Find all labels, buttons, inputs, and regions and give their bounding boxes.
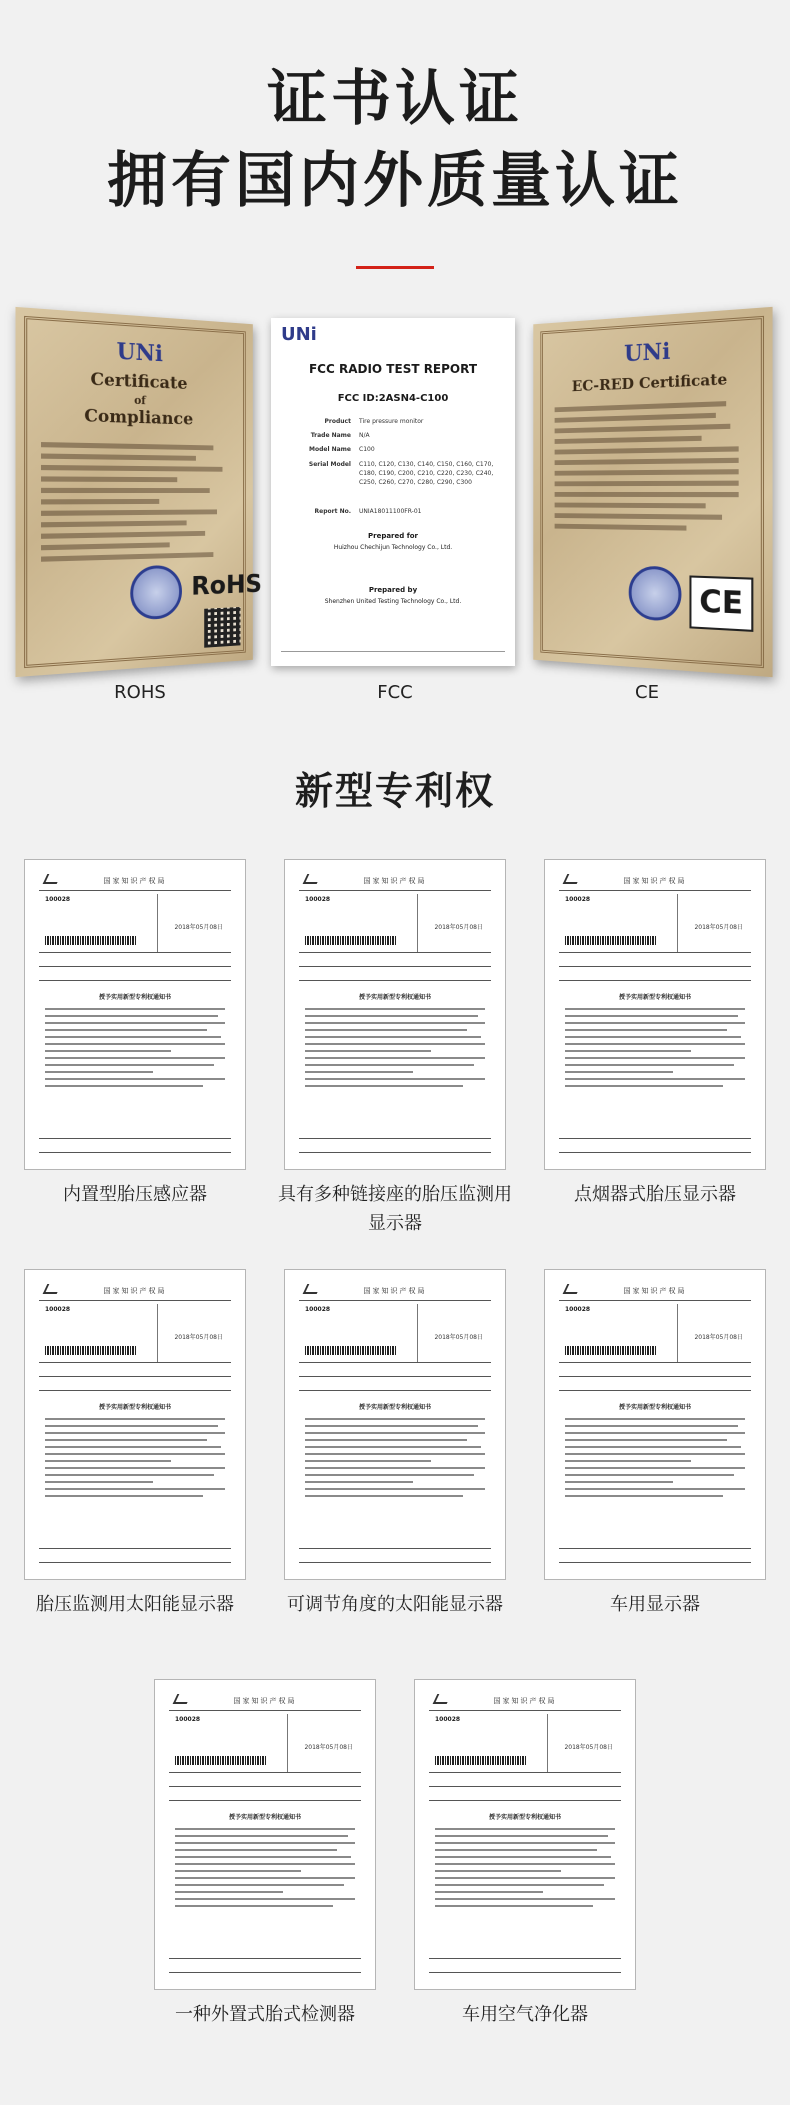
patent-doc-number: 100028 (305, 1306, 331, 1313)
patent-doc-text (305, 1008, 485, 1092)
patent-doc-header: 国家知识产权局 (363, 877, 427, 885)
patent-doc-date: 2018年05月08日 (434, 924, 483, 931)
certificate-text (41, 442, 231, 568)
patent-doc-number: 100028 (565, 896, 591, 903)
patent-label: 一种外置式胎式检测器 (175, 2004, 355, 2025)
patent-doc-subtitle: 授予实用新型专利权通知书 (618, 1404, 691, 1411)
certificate-logo: UNi (116, 338, 163, 368)
patent-label: 点烟器式胎压显示器 (574, 1184, 736, 1205)
patent-certificate-image (544, 1269, 766, 1580)
certificate-label-rohs: ROHS (114, 682, 166, 703)
patent-label: 胎压监测用太阳能显示器 (36, 1594, 234, 1615)
patent-doc-subtitle: 授予实用新型专利权通知书 (488, 1814, 561, 1821)
patent-doc-text (175, 1828, 355, 1912)
ce-mark: CE (689, 575, 753, 631)
patent-doc-header: 国家知识产权局 (103, 1287, 167, 1295)
patent-certificate-image (414, 1679, 636, 1990)
barcode-icon (565, 936, 657, 945)
header (0, 58, 790, 222)
barcode-icon (305, 1346, 397, 1355)
patent-doc-subtitle: 授予实用新型专利权通知书 (228, 1814, 301, 1821)
patent-doc-number: 100028 (565, 1306, 591, 1313)
page-subtitle: 拥有国内外质量认证 (107, 146, 683, 216)
patent-doc-date: 2018年05月08日 (434, 1334, 483, 1341)
patent-label: 内置型胎压感应器 (63, 1184, 207, 1205)
patent-doc-header: 国家知识产权局 (493, 1697, 557, 1705)
patent-doc-text (305, 1418, 485, 1502)
patent-doc-subtitle: 授予实用新型专利权通知书 (618, 994, 691, 1001)
certificate-label-fcc: FCC (377, 682, 413, 703)
page-title: 证书认证 (267, 64, 523, 134)
barcode-icon (175, 1756, 267, 1765)
certificate-logo: UNi (624, 338, 671, 368)
certificate-heading-of: of (134, 393, 146, 408)
patent-doc-subtitle: 授予实用新型专利权通知书 (358, 994, 431, 1001)
certificate-label-ce: CE (635, 682, 659, 703)
report-row: Product Tire pressure monitor (324, 418, 424, 425)
report-logo: UNi (281, 324, 317, 345)
patent-label: 可调节角度的太阳能显示器 (287, 1594, 503, 1615)
report-row: Model Name C100 (309, 446, 375, 453)
prepared-by-value: Shenzhen United Testing Technology Co., Ltd. (324, 598, 462, 605)
prepared-for-label: Prepared for (367, 532, 419, 540)
patent-doc-number: 100028 (45, 896, 71, 903)
title-divider (356, 266, 434, 269)
barcode-icon (565, 1346, 657, 1355)
report-row: Trade Name N/A (310, 432, 370, 439)
fcc-report-image (271, 318, 515, 666)
certificate-heading: EC-RED Certificate (571, 370, 728, 396)
prepared-for-value: Huizhou Chechijun Technology Co., Ltd. (333, 544, 453, 551)
patent-doc-date: 2018年05月08日 (564, 1744, 613, 1751)
patent-doc-date: 2018年05月08日 (694, 1334, 743, 1341)
rohs-certificate-image (15, 307, 262, 677)
patent-doc-header: 国家知识产权局 (233, 1697, 297, 1705)
patent-label: 车用显示器 (610, 1594, 700, 1615)
patent-doc-header: 国家知识产权局 (623, 1287, 687, 1295)
patent-doc-header: 国家知识产权局 (363, 1287, 427, 1295)
barcode-icon (45, 936, 137, 945)
patent-doc-subtitle: 授予实用新型专利权通知书 (358, 1404, 431, 1411)
patent-doc-date: 2018年05月08日 (174, 924, 223, 931)
report-fcc-id: FCC ID:2ASN4-C100 (337, 393, 449, 404)
patents-title: 新型专利权 (294, 769, 495, 813)
patent-doc-text (565, 1008, 745, 1092)
patent-doc-date: 2018年05月08日 (304, 1744, 353, 1751)
patent-certificate-image (284, 1269, 506, 1580)
patent-doc-number: 100028 (175, 1716, 201, 1723)
report-row: Report No. UNIA18011100FR-01 (314, 508, 422, 515)
barcode-icon (45, 1346, 137, 1355)
patent-doc-header: 国家知识产权局 (103, 877, 167, 885)
patent-label: 车用空气净化器 (462, 2004, 588, 2025)
certificate-heading-compliance: Compliance (84, 406, 194, 430)
patent-doc-text (565, 1418, 745, 1502)
rohs-mark: RoHS (191, 569, 262, 602)
patent-doc-subtitle: 授予实用新型专利权通知书 (98, 1404, 171, 1411)
patent-doc-text (45, 1008, 225, 1092)
patent-doc-subtitle: 授予实用新型专利权通知书 (98, 994, 171, 1001)
ce-certificate-image (533, 307, 772, 677)
certificate-text (555, 400, 747, 537)
patent-doc-text (435, 1828, 615, 1912)
barcode-icon (305, 936, 397, 945)
patent-certificate-image (284, 859, 506, 1170)
report-row: Serial Model C110, C120, C130, C140, C150, C160, C170, C180, C190, C200, C210, C220, C230, C240, C250, C260, C270, C280, C290, C300 (308, 461, 494, 486)
patent-certificate-image (154, 1679, 376, 1990)
patent-doc-date: 2018年05月08日 (174, 1334, 223, 1341)
patent-certificate-image (24, 1269, 246, 1580)
patent-doc-number: 100028 (435, 1716, 461, 1723)
patent-certificate-image (24, 859, 246, 1170)
patent-doc-date: 2018年05月08日 (694, 924, 743, 931)
patent-doc-number: 100028 (45, 1306, 71, 1313)
qr-code-icon (204, 607, 240, 648)
patent-certificate-image (544, 859, 766, 1170)
patent-doc-header: 国家知识产权局 (623, 877, 687, 885)
patent-doc-text (45, 1418, 225, 1502)
certificate-heading: Certificate (90, 369, 188, 394)
patent-label: 具有多种链接座的胎压监测用显示器 (278, 1184, 512, 1234)
prepared-by-label: Prepared by (368, 586, 418, 594)
barcode-icon (435, 1756, 527, 1765)
report-title: FCC RADIO TEST REPORT (308, 362, 478, 376)
patent-doc-number: 100028 (305, 896, 331, 903)
